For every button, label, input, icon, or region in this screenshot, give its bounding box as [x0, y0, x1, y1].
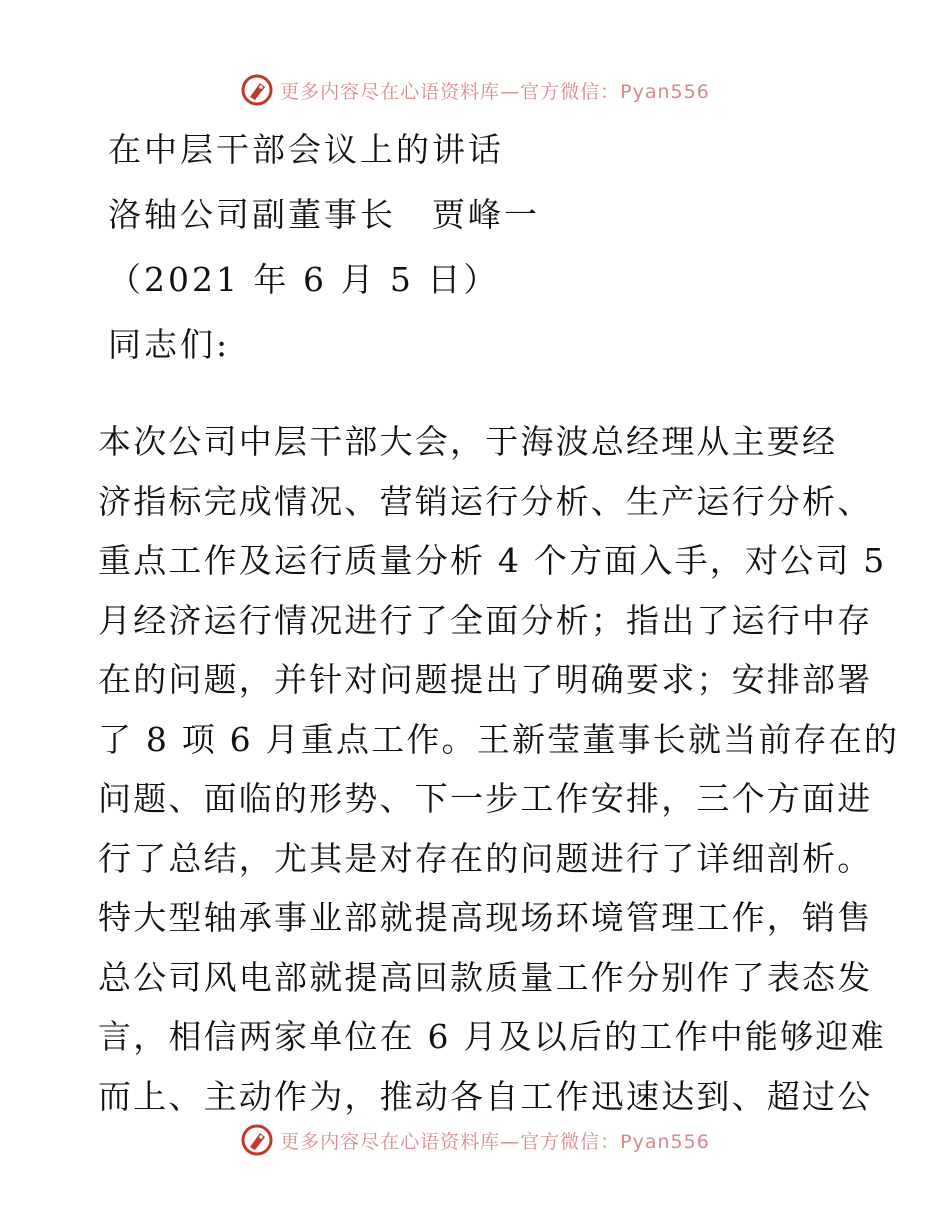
watermark-text: 更多内容尽在心语资料库—官方微信：Pyan556 — [280, 1130, 710, 1153]
document-date: （2021 年 6 月 5 日） — [108, 260, 500, 299]
pen-nib-logo-icon — [240, 73, 274, 107]
document-greeting: 同志们: — [108, 325, 231, 364]
paragraph-line: 总公司风电部就提高回款质量工作分别作了表态发 — [98, 957, 873, 997]
paragraph-line: 而上、主动作为，推动各自工作迅速达到、超过公 — [98, 1076, 873, 1116]
paragraph-line: 本次公司中层干部大会，于海波总经理从主要经 — [98, 422, 838, 461]
paragraph-line: 言，相信两家单位在 6 月及以后的工作中能够迎难 — [98, 1017, 886, 1056]
paragraph-line: 在的问题，并针对问题提出了明确要求；安排部署 — [98, 660, 873, 699]
footer-watermark-banner — [0, 1120, 950, 1160]
document-author: 洛轴公司副董事长 贾峰一 — [108, 195, 540, 234]
pen-nib-logo-icon — [240, 1123, 274, 1157]
paragraph-line: 行了总结，尤其是对存在的问题进行了详细剖析。 — [98, 838, 873, 878]
header-watermark-banner — [0, 70, 950, 110]
speech-paragraph — [98, 412, 900, 1126]
paragraph-line: 特大型轴承事业部就提高现场环境管理工作，销售 — [98, 898, 873, 937]
watermark-text: 更多内容尽在心语资料库—官方微信：Pyan556 — [280, 80, 710, 103]
paragraph-line: 重点工作及运行质量分析 4 个方面入手，对公司 5 — [98, 541, 887, 580]
paragraph-line: 月经济运行情况进行了全面分析；指出了运行中存 — [98, 600, 873, 640]
document-title: 在中层干部会议上的讲话 — [108, 130, 504, 169]
paragraph-line: 问题、面临的形势、下一步工作安排，三个方面进 — [98, 779, 873, 818]
paragraph-line: 了 8 项 6 月重点工作。王新莹董事长就当前存在的 — [98, 719, 900, 759]
paragraph-line: 济指标完成情况、营销运行分析、生产运行分析、 — [98, 481, 873, 521]
document-body — [0, 120, 950, 380]
